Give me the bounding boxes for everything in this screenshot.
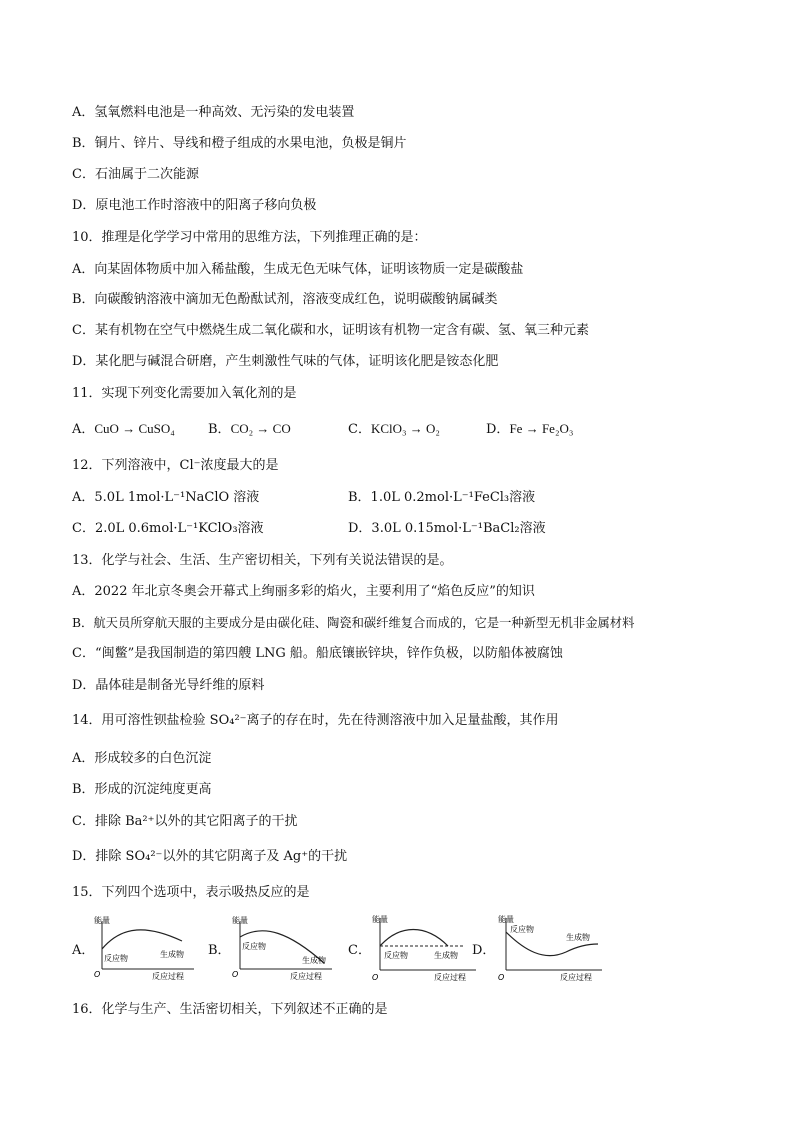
q11-option-d xyxy=(486,420,573,439)
q11-option-c-formula: KClO₃ → O₂ xyxy=(370,421,440,436)
energy-curve xyxy=(380,930,448,947)
reactant-label: 反应物 xyxy=(510,925,534,934)
y-axis-label: 能量 xyxy=(94,916,110,925)
q15-letter-a: A． xyxy=(72,943,95,958)
q11-option-b xyxy=(208,420,291,439)
q11-option-c xyxy=(348,420,440,439)
q11-stem: 11．实现下列变化需要加入氧化剂的是 xyxy=(72,386,297,401)
q15-chart-d xyxy=(494,910,606,986)
origin-label: O xyxy=(94,970,101,979)
q15-chart-b xyxy=(228,913,340,985)
q12-stem: 12．下列溶液中，Cl⁻浓度最大的是 xyxy=(72,458,279,473)
q9-option-b: B．铜片、锌片、导线和橙子组成的水果电池，负极是铜片 xyxy=(72,136,407,151)
product-label: 生成物 xyxy=(434,951,458,960)
product-label: 生成物 xyxy=(566,933,590,942)
q9-option-d: D．原电池工作时溶液中的阳离子移向负极 xyxy=(72,198,317,213)
product-label: 生成物 xyxy=(160,950,184,959)
origin-label: O xyxy=(498,973,505,982)
x-axis-label: 反应过程 xyxy=(560,973,592,982)
energy-curve xyxy=(102,930,182,949)
q13-option-d: D．晶体硅是制备光导纤维的原料 xyxy=(72,678,265,693)
q11-option-a-formula: CuO → CuSO₄ xyxy=(94,421,175,436)
y-axis-label: 能量 xyxy=(232,916,248,925)
q11-option-a-letter: A． xyxy=(72,422,95,437)
q11-option-a xyxy=(72,420,175,439)
q11-option-d-formula: Fe → Fe₂O₃ xyxy=(509,421,574,436)
origin-label: O xyxy=(232,970,239,979)
reactant-label: 反应物 xyxy=(242,942,266,951)
q15-stem: 15．下列四个选项中，表示吸热反应的是 xyxy=(72,885,310,900)
y-axis-label: 能量 xyxy=(498,915,514,924)
q13-option-b: B．航天员所穿航天服的主要成分是由碳化硅、陶瓷和碳纤维复合而成的，它是一种新型无机非金属材料 xyxy=(72,616,635,630)
q13-stem: 13．化学与社会、生活、生产密切相关，下列有关说法错误的是。 xyxy=(72,553,453,568)
reactant-label: 反应物 xyxy=(384,951,408,960)
x-axis-label: 反应过程 xyxy=(434,973,466,982)
reactant-label: 反应物 xyxy=(104,954,128,963)
q12-option-b: B．1.0L 0.2mol·L⁻¹FeCl₃溶液 xyxy=(348,490,536,505)
q15-chart-c xyxy=(368,910,480,986)
x-axis-label: 反应过程 xyxy=(290,972,322,981)
q13-option-a: A．2022 年北京冬奥会开幕式上绚丽多彩的焰火，主要利用了“焰色反应”的知识 xyxy=(72,584,535,599)
q15-chart-a xyxy=(90,913,202,985)
q14-stem: 14．用可溶性钡盐检验 SO₄²⁻离子的存在时，先在待测溶液中加入足量盐酸，其作用 xyxy=(72,713,559,728)
q10-option-d: D．某化肥与碱混合研磨，产生刺激性气味的气体，证明该化肥是铵态化肥 xyxy=(72,354,499,369)
q10-option-a: A．向某固体物质中加入稀盐酸，生成无色无味气体，证明该物质一定是碳酸盐 xyxy=(72,262,524,277)
q9-option-c: C．石油属于二次能源 xyxy=(72,167,199,182)
q10-stem: 10．推理是化学学习中常用的思维方法，下列推理正确的是： xyxy=(72,230,427,245)
q14-option-b: B．形成的沉淀纯度更高 xyxy=(72,782,212,797)
q12-option-c: C．2.0L 0.6mol·L⁻¹KClO₃溶液 xyxy=(72,521,264,536)
q14-option-c: C．排除 Ba²⁺以外的其它阳离子的干扰 xyxy=(72,814,298,829)
origin-label: O xyxy=(372,973,379,982)
q13-option-c: C．“闽鳖”是我国制造的第四艘 LNG 船。船底镶嵌锌块，锌作负极，以防船体被腐蚀 xyxy=(72,646,563,661)
q10-option-b: B．向碳酸钠溶液中滴加无色酚酞试剂，溶液变成红色，说明碳酸钠属碱类 xyxy=(72,292,498,307)
q15-letter-c: C． xyxy=(348,943,371,958)
q10-option-c: C．某有机物在空气中燃烧生成二氧化碳和水，证明该有机物一定含有碳、氢、氧三种元素 xyxy=(72,323,589,338)
q12-option-a: A．5.0L 1mol·L⁻¹NaClO 溶液 xyxy=(72,490,260,505)
q15-letter-b: B． xyxy=(208,943,231,958)
x-axis-label: 反应过程 xyxy=(152,972,184,981)
q15-letter-d: D． xyxy=(472,943,496,958)
q11-option-c-letter: C． xyxy=(348,422,371,437)
q14-option-a: A．形成较多的白色沉淀 xyxy=(72,751,212,766)
product-label: 生成物 xyxy=(302,956,326,965)
q11-option-d-letter: D． xyxy=(486,422,510,437)
q11-option-b-letter: B． xyxy=(208,422,231,437)
q12-option-d: D．3.0L 0.15mol·L⁻¹BaCl₂溶液 xyxy=(348,521,546,536)
q11-option-b-formula: CO₂ → CO xyxy=(230,421,291,436)
y-axis-label: 能量 xyxy=(372,915,388,924)
q14-option-d: D．排除 SO₄²⁻以外的其它阴离子及 Ag⁺的干扰 xyxy=(72,849,348,864)
q9-option-a: A．氢氧燃料电池是一种高效、无污染的发电装置 xyxy=(72,105,355,120)
q16-stem: 16．化学与生产、生活密切相关，下列叙述不正确的是 xyxy=(72,1002,388,1017)
